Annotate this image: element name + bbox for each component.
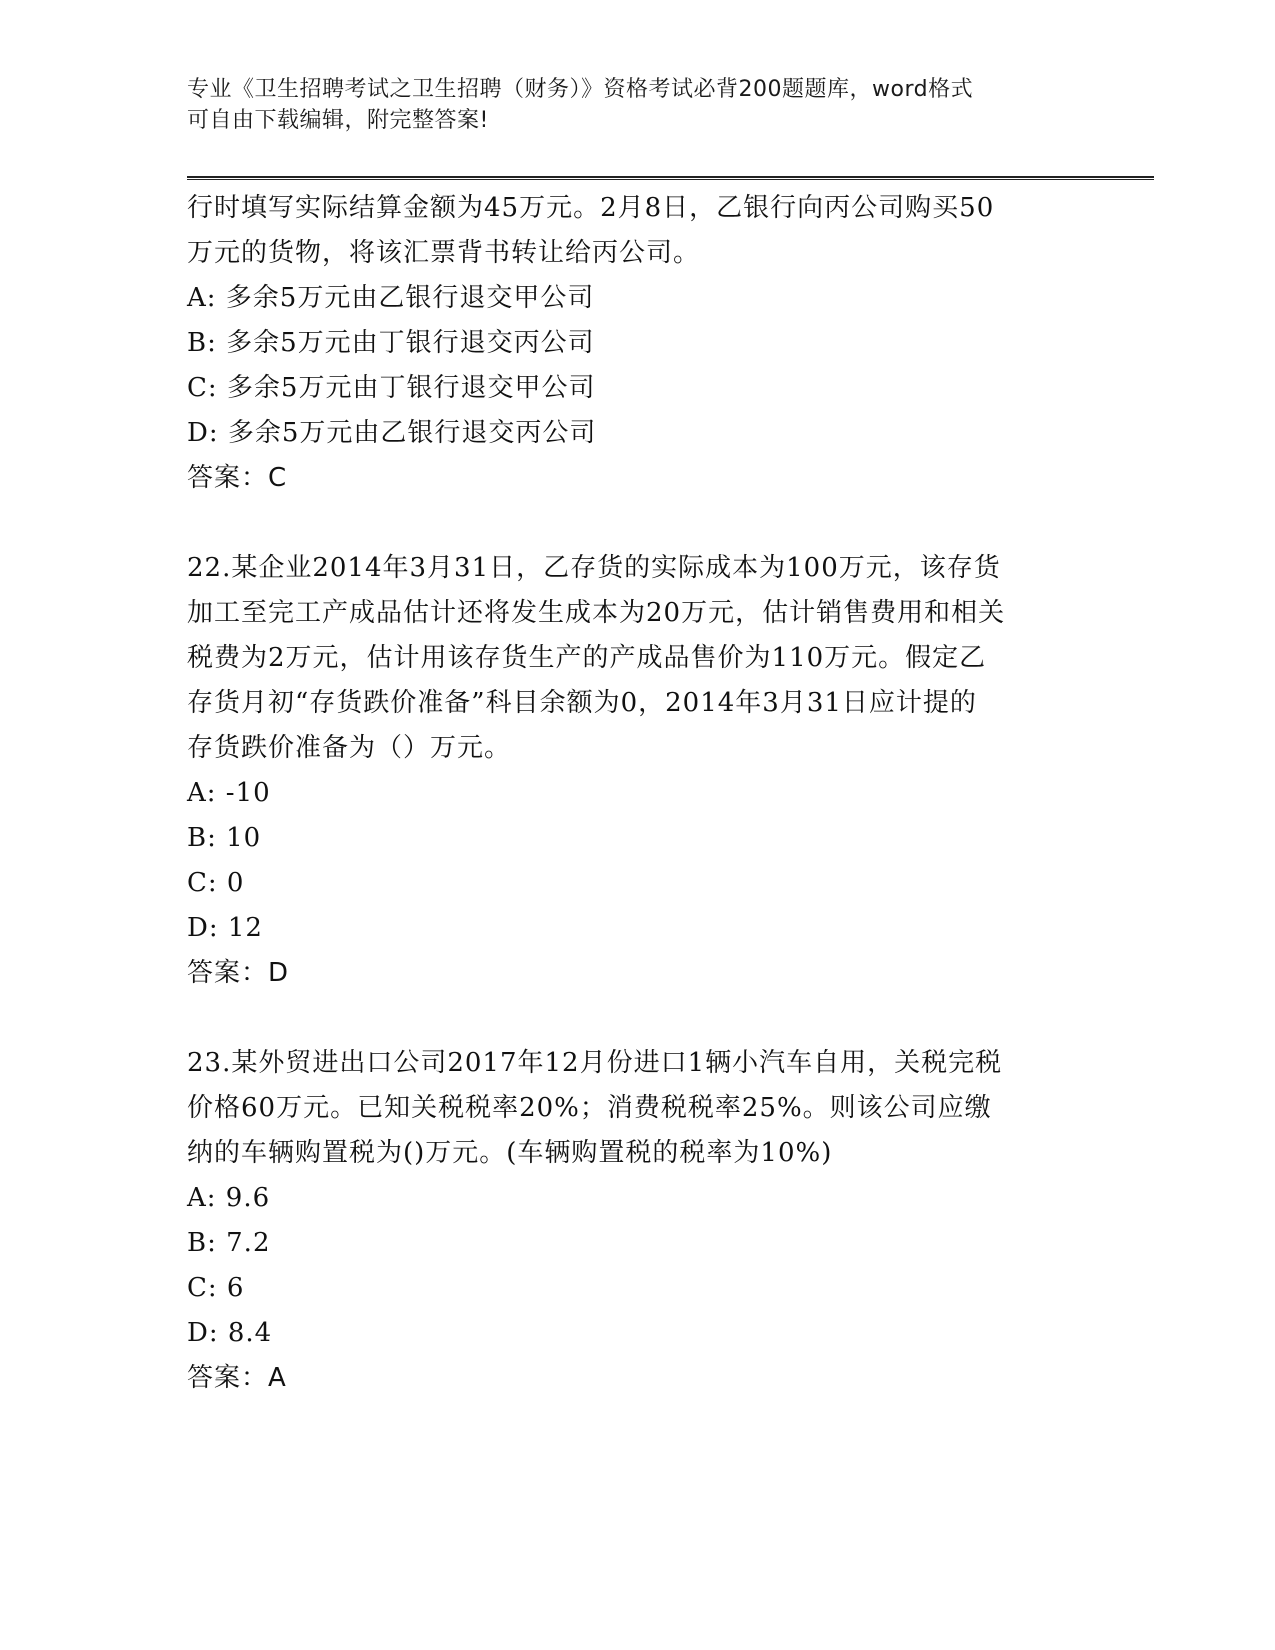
question-text-line: 税费为2万元，估计用该存货生产的产成品售价为110万元。假定乙	[187, 643, 987, 673]
header-title-line-1: 专业《卫生招聘考试之卫生招聘（财务）》资格考试必背200题题库，word格式	[187, 77, 974, 102]
question-spacer	[187, 501, 1077, 546]
question-text-line: 价格60万元。已知关税税率20%；消费税税率25%。则该公司应缴	[187, 1093, 992, 1123]
option-c: C: 多余5万元由丁银行退交甲公司	[187, 373, 596, 403]
answer-label: 答案：A	[187, 1363, 287, 1393]
option-a: A: -10	[187, 778, 271, 808]
question-text-line: 23.某外贸进出口公司2017年12月份进口1辆小汽车自用，关税完税	[187, 1048, 1003, 1078]
question-text-line: 22.某企业2014年3月31日，乙存货的实际成本为100万元，该存货	[187, 553, 1001, 583]
option-c: C: 6	[187, 1273, 245, 1303]
header-divider	[187, 176, 1154, 180]
header-title-line-2: 可自由下载编辑，附完整答案!	[187, 108, 489, 133]
option-b: B: 10	[187, 823, 262, 853]
question-22	[187, 546, 1077, 996]
option-b: B: 7.2	[187, 1228, 271, 1258]
question-content	[187, 186, 1077, 1401]
option-b: B: 多余5万元由丁银行退交丙公司	[187, 328, 595, 358]
option-d: D: 多余5万元由乙银行退交丙公司	[187, 418, 597, 448]
answer-label: 答案：C	[187, 463, 288, 493]
question-23	[187, 1041, 1077, 1401]
question-spacer	[187, 996, 1077, 1041]
question-text-line: 万元的货物，将该汇票背书转让给丙公司。	[187, 238, 701, 268]
option-d: D: 12	[187, 913, 263, 943]
answer-label: 答案：D	[187, 958, 290, 988]
question-text-line: 加工至完工产成品估计还将发生成本为20万元，估计销售费用和相关	[187, 598, 1006, 628]
option-d: D: 8.4	[187, 1318, 273, 1348]
question-21-continuation	[187, 186, 1077, 501]
question-text-line: 行时填写实际结算金额为45万元。2月8日，乙银行向丙公司购买50	[187, 193, 995, 223]
question-text-line: 存货跌价准备为（）万元。	[187, 733, 512, 763]
document-header	[187, 74, 1067, 136]
question-text-line: 存货月初“存货跌价准备”科目余额为0，2014年3月31日应计提的	[187, 688, 977, 718]
question-text-line: 纳的车辆购置税为()万元。(车辆购置税的税率为10%)	[187, 1138, 833, 1168]
option-c: C: 0	[187, 868, 245, 898]
option-a: A: 多余5万元由乙银行退交甲公司	[187, 283, 595, 313]
option-a: A: 9.6	[187, 1183, 271, 1213]
